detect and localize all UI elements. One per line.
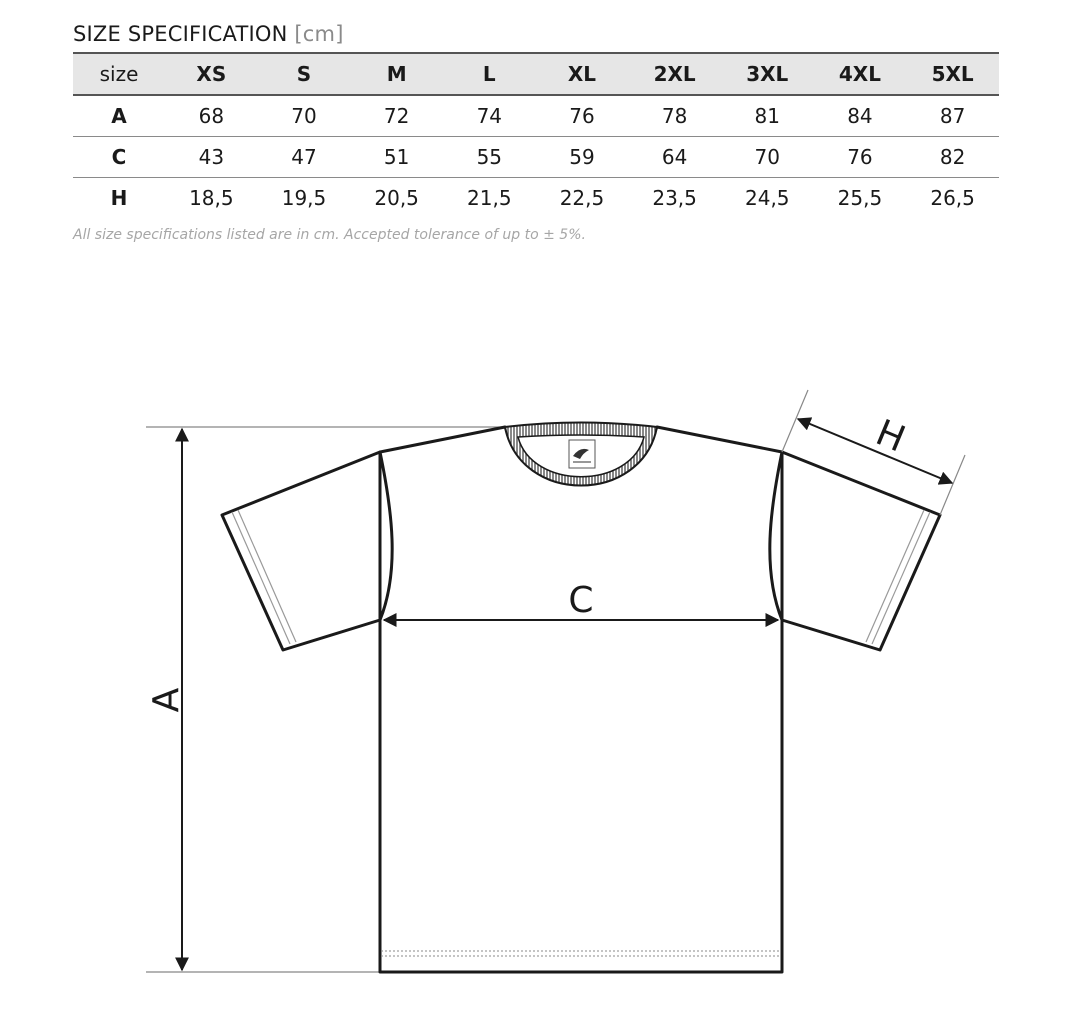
table-cell: 22,5 xyxy=(559,186,605,210)
size-header-cell: S xyxy=(258,53,351,95)
table-cell: 26,5 xyxy=(930,186,975,210)
table-cell: 72 xyxy=(350,95,443,137)
table-cell: 25,5 xyxy=(837,186,883,210)
table-cell: 82 xyxy=(906,137,999,178)
title-main: SIZE SPECIFICATION xyxy=(73,22,288,46)
left-sleeve-outline xyxy=(222,452,380,650)
size-header-cell: XS xyxy=(165,53,258,95)
row-label: C xyxy=(73,137,165,178)
row-label: H xyxy=(110,186,128,210)
table-cell: 51 xyxy=(350,137,443,178)
size-header-cell: M xyxy=(350,53,443,95)
size-header-cell: 5XL xyxy=(906,53,999,95)
size-header-cell: 3XL xyxy=(721,53,814,95)
right-sleeve-outline xyxy=(782,452,940,650)
size-header-cell: 2XL xyxy=(628,53,721,95)
table-cell: 70 xyxy=(258,95,351,137)
title-unit: [cm] xyxy=(294,22,344,46)
table-cell: 70 xyxy=(721,137,814,178)
table-cell: 84 xyxy=(814,95,907,137)
table-cell: 74 xyxy=(443,95,536,137)
tolerance-note: All size specifications listed are in cm. Accepted tolerance of up to ± 5%. xyxy=(73,227,586,243)
table-cell: 23,5 xyxy=(652,186,697,210)
table-cell: 64 xyxy=(628,137,721,178)
size-header-cell: XL xyxy=(536,53,629,95)
brand-logo-icon xyxy=(569,440,595,468)
table-cell: 81 xyxy=(721,95,814,137)
table-cell: 47 xyxy=(258,137,351,178)
size-header-label: size xyxy=(73,53,165,95)
table-cell: 76 xyxy=(536,95,629,137)
dimension-c-label: C xyxy=(568,580,594,621)
dimension-h-label: H xyxy=(870,412,911,461)
row-label: A xyxy=(73,95,165,137)
table-cell: 68 xyxy=(165,95,258,137)
table-cell: 21,5 xyxy=(467,186,512,210)
size-header-cell: L xyxy=(443,53,536,95)
size-header-cell: 4XL xyxy=(814,53,907,95)
dimension-a-label: A xyxy=(146,687,187,713)
table-cell: 59 xyxy=(536,137,629,178)
table-cell: 20,5 xyxy=(374,186,419,210)
h-reference-line xyxy=(940,455,965,515)
table-cell: 18,5 xyxy=(189,186,234,210)
table-cell: 78 xyxy=(628,95,721,137)
table-cell: 19,5 xyxy=(281,186,327,210)
table-cell: 24,5 xyxy=(745,186,790,210)
tshirt-body-outline xyxy=(380,427,782,972)
table-cell: 43 xyxy=(165,137,258,178)
table-cell: 55 xyxy=(443,137,536,178)
table-cell: 87 xyxy=(906,95,999,137)
table-cell: 76 xyxy=(814,137,907,178)
